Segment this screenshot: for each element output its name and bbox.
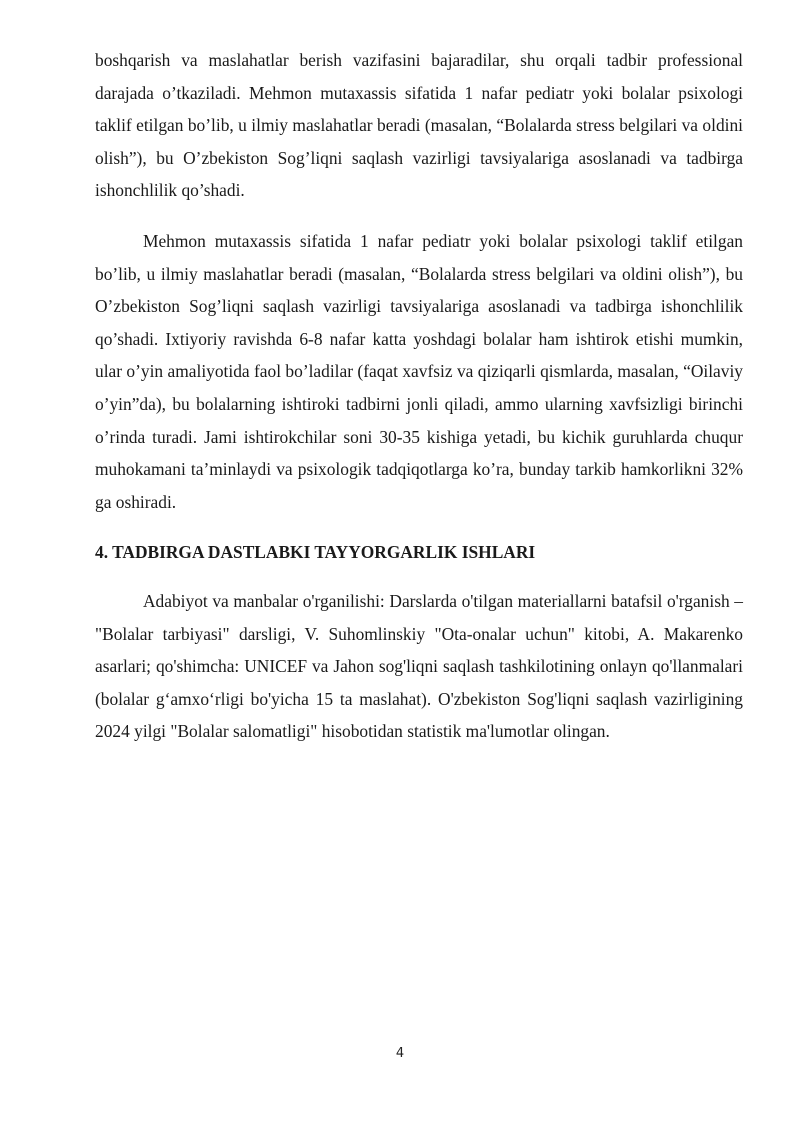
section-heading: 4. TADBIRGA DASTLABKI TAYYORGARLIK ISHLARI: [95, 542, 536, 563]
body-paragraph: Adabiyot va manbalar o'rganilishi: Darslarda o'tilgan materiallarni batafsil o'rganish – "Bolalar tarbiyasi" darsligi, V. Suhomlinskiy "Ota-onalar uchun" kitobi, A. Makarenko asarlari; qo'shimcha: UNICEF va Jahon sog'liqni saqlash tashkilotining onlayn qo'llanmalari (bolalar g‘amxo‘rligi bo'yicha 15 ta maslahat). O'zbekiston Sog'liqni saqlash vazirligining 2024 yilgi "Bolalar salomatligi" hisobotidan statistik ma'lumotlar olingan.: [95, 590, 743, 742]
page-number: 4: [395, 1046, 405, 1061]
body-paragraph: boshqarish va maslahatlar berish vazifasini bajaradilar, shu orqali tadbir professional darajada o’tkaziladi. Mehmon mutaxassis sifatida 1 nafar pediatr yoki bolalar psixologi taklif etilgan bo’lib, u ilmiy maslahatlar beradi (masalan, “Bolalarda stress belgilari va oldini olish”), bu O’zbekiston Sog’liqni saqlash vazirligi tavsiyalariga asoslanadi va tadbirga ishonchlilik qo’shadi.: [95, 50, 743, 201]
document-page: [95, 44, 743, 748]
body-paragraph: Mehmon mutaxassis sifatida 1 nafar pediatr yoki bolalar psixologi taklif etilgan bo’lib, u ilmiy maslahatlar beradi (masalan, “Bolalarda stress belgilari va oldini olish”), bu O’zbekiston Sog’liqni saqlash vazirligi tavsiyalariga asoslanadi va tadbirga ishonchlilik qo’shadi. Ixtiyoriy ravishda 6-8 nafar katta yoshdagi bolalar ham ishtirok etishi mumkin, ular o’yin amaliyotida faol bo’ladilar (faqat xavfsiz va qiziqarli qismlarda, masalan, “Oilaviy o’yin”da), bu bolalarning ishtiroki tadbirni jonli qiladi, ammo ularning xavfsizligi birinchi o’rinda turadi. Jami ishtirokchilar soni 30-35 kishiga yetadi, bu kichik guruhlarda chuqur muhokamani ta’minlaydi va psixologik tadqiqotlarga ko’ra, bunday tarkib hamkorlikni 32% ga oshiradi.: [95, 230, 743, 512]
